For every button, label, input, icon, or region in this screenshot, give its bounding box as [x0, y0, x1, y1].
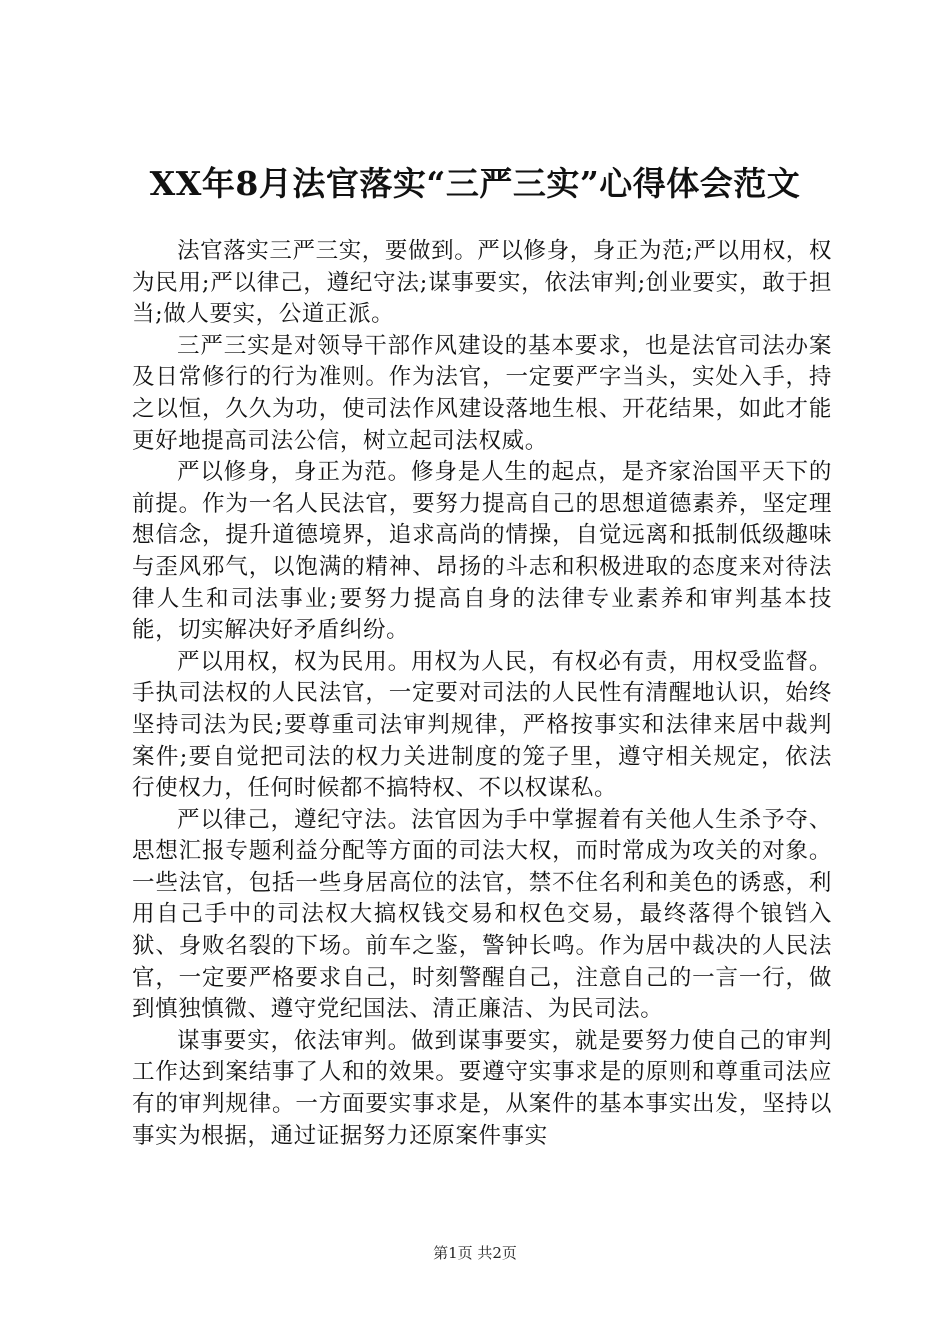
- paragraph: 三严三实是对领导干部作风建设的基本要求，也是法官司法办案及日常修行的行为准则。作为法官，一定要严字当头，实处入手，持之以恒，久久为功，使司法作风建设落地生根、开花结果，如此才能更好地提高司法公信，树立起司法权威。: [132, 332, 832, 454]
- document-title: XX年8月法官落实“三严三实”心得体会范文: [149, 164, 801, 203]
- paragraph: 严以修身，身正为范。修身是人生的起点，是齐家治国平天下的前提。作为一名人民法官，要努力提高自己的思想道德素养，坚定理想信念，提升道德境界，追求高尚的情操，自觉远离和抵制低级趣味与歪风邪气，以饱满的精神、昂扬的斗志和积极进取的态度来对待法律人生和司法事业;要努力提高自身的法律专业素养和审判基本技能，切实解决好矛盾纠纷。: [132, 459, 832, 644]
- document-body: [132, 236, 832, 1152]
- page-footer: 第1页 共2页: [433, 1244, 517, 1262]
- paragraph: 法官落实三严三实，要做到。严以修身，身正为范;严以用权，权为民用;严以律己，遵纪守法;谋事要实，依法审判;创业要实，敢于担当;做人要实，公道正派。: [132, 238, 832, 328]
- paragraph: 严以律己，遵纪守法。法官因为手中掌握着有关他人生杀予夺、思想汇报专题利益分配等方面的司法大权，而时常成为攻关的对象。一些法官，包括一些身居高位的法官，禁不住名利和美色的诱惑，利用自己手中的司法权大搞权钱交易和权色交易，最终落得个锒铛入狱、身败名裂的下场。前车之鉴，警钟长鸣。作为居中裁决的人民法官，一定要严格要求自己，时刻警醒自己，注意自己的一言一行，做到慎独慎微、遵守党纪国法、清正廉洁、为民司法。: [132, 806, 832, 1023]
- paragraph: 谋事要实，依法审判。做到谋事要实，就是要努力使自己的审判工作达到案结事了人和的效果。要遵守实事求是的原则和尊重司法应有的审判规律。一方面要实事求是，从案件的基本事实出发，坚持以事实为根据，通过证据努力还原案件事实: [132, 1027, 832, 1149]
- paragraph: 严以用权，权为民用。用权为人民，有权必有责，用权受监督。手执司法权的人民法官，一定要对司法的人民性有清醒地认识，始终坚持司法为民;要尊重司法审判规律，严格按事实和法律来居中裁判案件;要自觉把司法的权力关进制度的笼子里，遵守相关规定，依法行使权力，任何时候都不搞特权、不以权谋私。: [132, 648, 832, 802]
